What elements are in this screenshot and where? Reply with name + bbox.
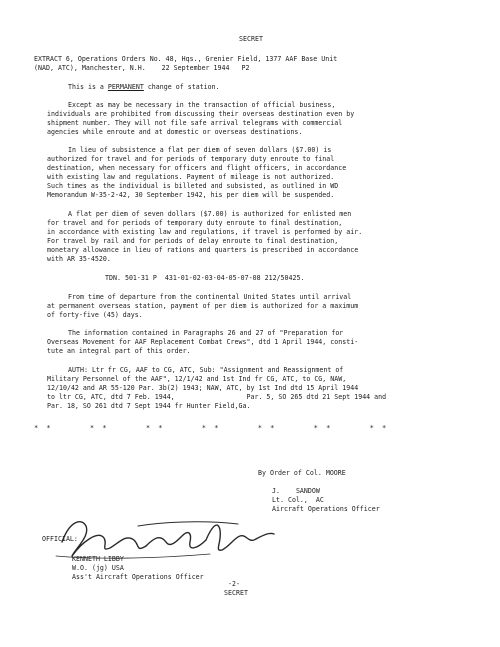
- para6-line: tute an integral part of this order.: [47, 347, 191, 355]
- tdn-line: TDN. 501-31 P 431-01-02-03-04-05-07-08 212/50425.: [105, 274, 305, 282]
- para3-line: destination, when necessary for officers and flight officers, in accordance: [47, 164, 347, 172]
- auth-line: AUTH: Ltr fr CG, AAF to CG, ATC, Sub: "Assignment and Reassignment of: [68, 366, 344, 374]
- auth-line: Par. 18, SO 261 dtd 7 Sept 1944 fr Hunter Field,Ga.: [47, 402, 251, 410]
- para3-line: authorized for travel and for periods of temporary duty enroute to final: [47, 155, 335, 163]
- para4-line: monetary allowance in lieu of rations and quarters is prescribed in accordance: [47, 246, 359, 254]
- para2-line: shipment number. They will not file safe arrival telegrams with commercial: [47, 119, 343, 127]
- commander-rank: Lt. Col., AC: [272, 496, 324, 504]
- para3-line: Such times as the individual is billeted and subsisted, as outlined in WD: [47, 182, 339, 190]
- auth-line: 12/10/42 and AR 55-120 Par. 3b(2) 1943; NAW, ATC, by 1st Ind dtd 15 April 1944: [47, 384, 359, 392]
- auth-line: to ltr CG, ATC, dtd 7 Feb. 1944, Par. 5, SO 265 dtd 21 Sept 1944 and: [47, 393, 387, 401]
- para3-line: In lieu of subsistence a flat per diem of seven dollars ($7.00) is: [68, 146, 332, 154]
- para3-line: Memorandum W-35-2-42, 30 September 1942, his per diem will be suspended.: [47, 191, 335, 199]
- permanent-emphasis: PERMANENT: [107, 83, 144, 91]
- heading-line-2: (NAD, ATC), Manchester, N.H. 22 September 1944 P2: [34, 64, 250, 72]
- official-title: Ass't Aircraft Operations Officer: [72, 573, 204, 581]
- commander-name: J. SANDOW: [272, 487, 320, 495]
- paragraph-permanent-change: [68, 83, 220, 91]
- para3-line: with existing law and regulations. Payment of mileage is not authorized.: [47, 173, 335, 181]
- para4-line: A flat per diem of seven dollars ($7.00) is authorized for enlisted men: [68, 210, 352, 218]
- para4-line: for travel and for periods of temporary duty enroute to final destination,: [47, 219, 343, 227]
- permanent-post: change of station.: [143, 83, 220, 91]
- official-name: KENNETH LIBBY: [72, 555, 124, 563]
- separator-stars: * * * * * * * * * * * * * *: [34, 424, 389, 432]
- classification-top: SECRET: [239, 35, 263, 43]
- para2-line: individuals are prohibited from discussing their overseas destination even by: [47, 110, 355, 118]
- page-number: -2-: [228, 580, 240, 588]
- para5-line: at permanent overseas station, payment of per diem is authorized for a maximum: [47, 302, 359, 310]
- by-order-line: By Order of Col. MOORE: [258, 469, 346, 477]
- classification-bottom: SECRET: [224, 589, 248, 597]
- para5-line: From time of departure from the continental United States until arrival: [68, 293, 352, 301]
- official-rank: W.O. (jg) USA: [72, 564, 124, 572]
- permanent-pre: This is a: [68, 83, 108, 91]
- para4-line: with AR 35-4520.: [47, 255, 111, 263]
- para4-line: in accordance with existing law and regulations, if travel is performed by air.: [47, 228, 363, 236]
- official-label: OFFICIAL:: [42, 535, 78, 543]
- para4-line: For travel by rail and for periods of delay enroute to final destination,: [47, 237, 339, 245]
- para6-line: Overseas Movement for AAF Replacement Combat Crews", dtd 1 April 1944, consti-: [47, 338, 359, 346]
- para2-line: agencies while enroute and at domestic or overseas destinations.: [47, 128, 303, 136]
- auth-line: Military Personnel of the AAF", 12/1/42 and 1st Ind fr CG, ATC, to CG, NAW,: [47, 375, 347, 383]
- para6-line: The information contained in Paragraphs 26 and 27 of "Preparation for: [68, 329, 344, 337]
- heading-line-1: EXTRACT 6, Operations Orders No. 48, Hqs., Grenier Field, 1377 AAF Base Unit: [34, 55, 338, 63]
- commander-title: Aircraft Operations Officer: [272, 505, 380, 513]
- para5-line: of forty-five (45) days.: [47, 311, 143, 319]
- para2-line: Except as may be necessary in the transaction of official business,: [68, 101, 336, 109]
